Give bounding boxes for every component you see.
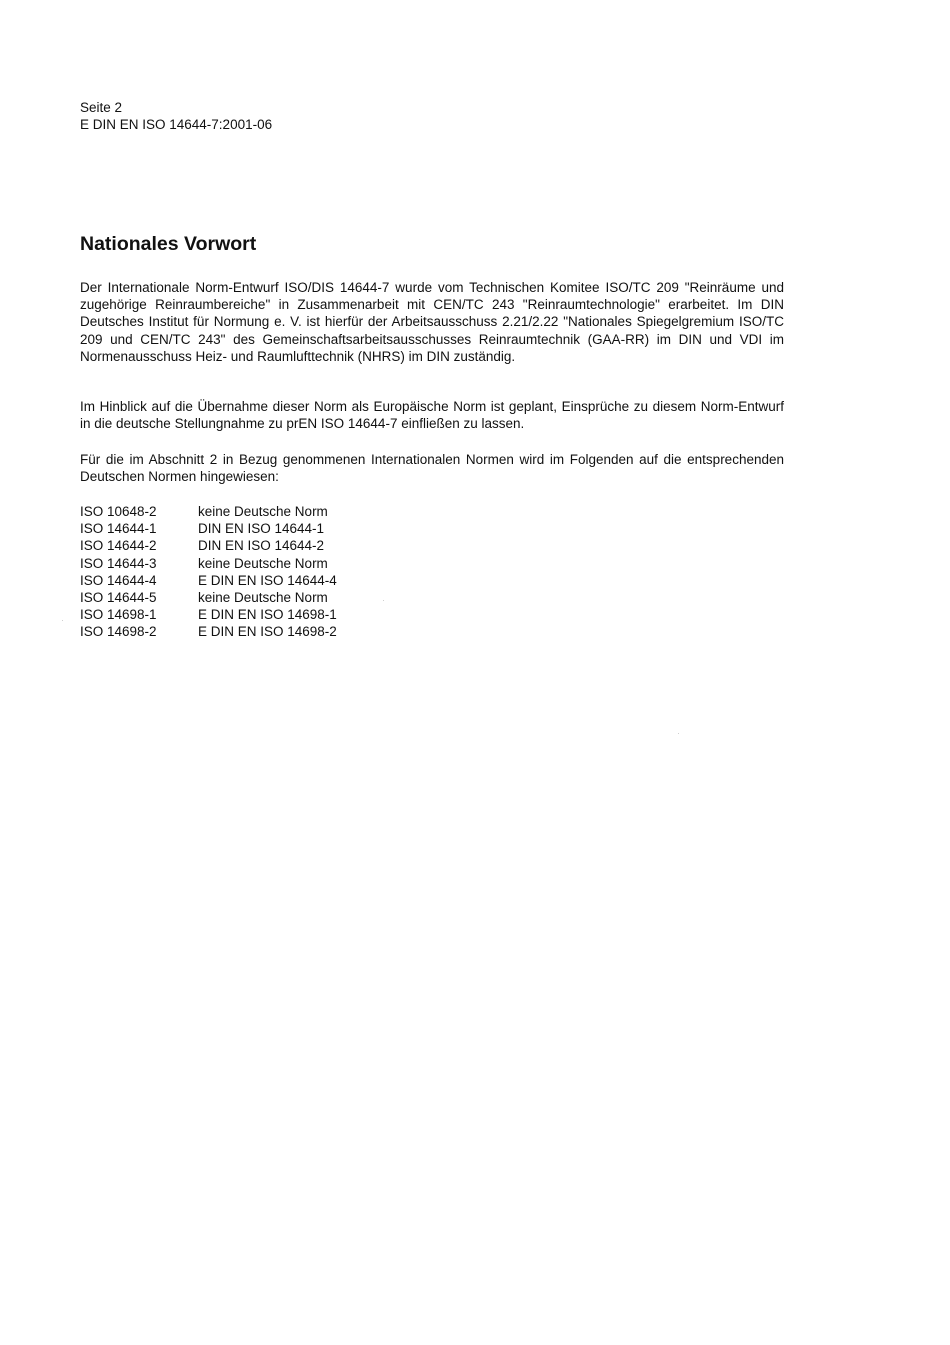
table-row xyxy=(80,589,337,606)
din-standard-cell: E DIN EN ISO 14698-1 xyxy=(198,607,337,623)
paragraph-references-intro: Für die im Abschnitt 2 in Bezug genommenen Internationalen Normen wird im Folgenden auf die entsprechenden Deutschen Normen hingewiesen: xyxy=(80,452,784,485)
iso-standard-cell: ISO 14644-5 xyxy=(80,590,157,606)
table-row xyxy=(80,537,337,554)
iso-standard-cell: ISO 14698-2 xyxy=(80,624,157,640)
table-row xyxy=(80,623,337,640)
iso-standard-cell: ISO 14644-2 xyxy=(80,538,157,554)
table-row xyxy=(80,520,337,537)
din-standard-cell: E DIN EN ISO 14698-2 xyxy=(198,624,337,640)
norm-reference-table xyxy=(80,503,337,641)
scan-speck xyxy=(62,620,63,621)
din-standard-cell: keine Deutsche Norm xyxy=(198,504,328,519)
din-standard-cell: DIN EN ISO 14644-1 xyxy=(198,521,325,537)
page-header xyxy=(80,99,272,133)
din-standard-cell: keine Deutsche Norm xyxy=(198,555,328,571)
din-standard-cell: E DIN EN ISO 14644-4 xyxy=(198,572,337,588)
din-standard-cell: keine Deutsche Norm xyxy=(198,590,328,606)
paragraph-adoption: Im Hinblick auf die Übernahme dieser Norm als Europäische Norm ist geplant, Einsprüche zu diesem Norm-Entwurf in die deutsche Stellungnahme zu prEN ISO 14644-7 einfließen zu lassen. xyxy=(80,399,784,432)
iso-standard-cell: ISO 14644-4 xyxy=(80,572,157,588)
scan-speck xyxy=(678,733,679,734)
iso-standard-cell: ISO 14644-1 xyxy=(80,521,157,537)
table-row xyxy=(80,606,337,623)
iso-standard-cell: ISO 14644-3 xyxy=(80,555,157,571)
section-title: Nationales Vorwort xyxy=(80,233,257,255)
table-row xyxy=(80,555,337,572)
iso-standard-cell: ISO 14698-1 xyxy=(80,607,157,623)
table-row xyxy=(80,572,337,589)
din-standard-cell: DIN EN ISO 14644-2 xyxy=(198,538,325,554)
document-identifier: E DIN EN ISO 14644-7:2001-06 xyxy=(80,117,273,132)
page-number: Seite 2 xyxy=(80,100,123,115)
iso-standard-cell: ISO 10648-2 xyxy=(80,504,157,519)
scan-speck xyxy=(383,600,384,601)
paragraph-committee: Der Internationale Norm-Entwurf ISO/DIS 14644-7 wurde vom Technischen Komitee ISO/TC 209 "Reinräume und zugehörige Reinraumbereiche" in Zusammenarbeit mit CEN/TC 243 "Reinraumtechnologie" erarbeitet. Im DIN Deutsches Institut für Normung e. V. ist hierfür der Arbeitsausschuss 2.21/2.22 "Nationales Spiegelgremium ISO/TC 209 und CEN/TC 243" des Gemeinschaftsarbeitsausschusses Reinraumtechnik (GAA-RR) im DIN und VDI im Normenausschuss Heiz- und Raumlufttechnik (NHRS) im DIN zuständig. xyxy=(80,280,784,364)
table-row xyxy=(80,503,337,520)
